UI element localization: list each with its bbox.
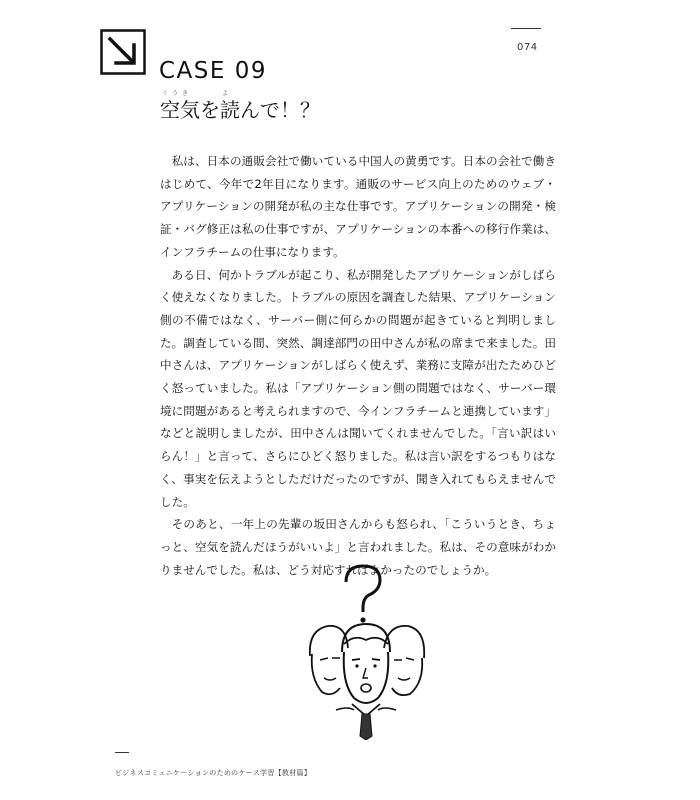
paragraph-3: そのあと、一年上の先輩の坂田さんからも怒られ、「こういうとき、ちょっと、空気を読んだほうがいいよ」と言われました。私は、その意味がわかりませんでした。私は、どう対応すればよかったのでしょうか。 <box>160 517 556 577</box>
case-title: 空気を読んで！？ <box>160 98 320 122</box>
paragraph-1: 私は、日本の通販会社で働いている中国人の黄勇です。日本の会社で働きはじめて、今年で2年目になります。通販のサービス向上のためのウェブ・アプリケーションの開発が私の主な仕事です。アプリケーションの開発・検証・バグ修正は私の仕事ですが、アプリケーションの本番への移行作業は、インフラチームの仕事になります。 <box>160 154 556 259</box>
case-label: CASE 09 <box>159 58 268 84</box>
page-number: 074 <box>517 42 538 53</box>
footer-text: ビジネスコミュニケーションのためのケース学習【教材篇】 <box>115 769 312 777</box>
body-text <box>160 150 556 581</box>
question-mark-icon <box>346 566 380 612</box>
page-number-rule <box>511 28 541 29</box>
arrow-down-right-icon <box>100 29 146 75</box>
paragraph-2: ある日、何かトラブルが起こり、私が開発したアプリケーションがしばらく使えなくなりました。トラブルの原因を調査した結果、アプリケーション側の不備ではなく、サーバー側に何らかの問題が起きていると判明しました。調査している間、突然、調達部門の田中さんが私の席まで来ました。田中さんは、アプリケーションがしばらく使えず、業務に支障が出たためひどく怒っていました。私は「アプリケーション側の問題ではなく、サーバー環境に問題があると考えられますので、今インフラチームと連携しています」などと説明しましたが、田中さんは聞いてくれませんでした。「言い訳はいらん！」と言って、さらにひどく怒りました。私は言い訳をするつもりはなく、事実を伝えようとしただけだったのですが、聞き入れてもらえませんでした。 <box>160 267 556 509</box>
title-ruby: くうき よ <box>162 90 233 97</box>
footer-rule <box>115 752 129 753</box>
three-people-question-mark-icon <box>296 560 436 740</box>
